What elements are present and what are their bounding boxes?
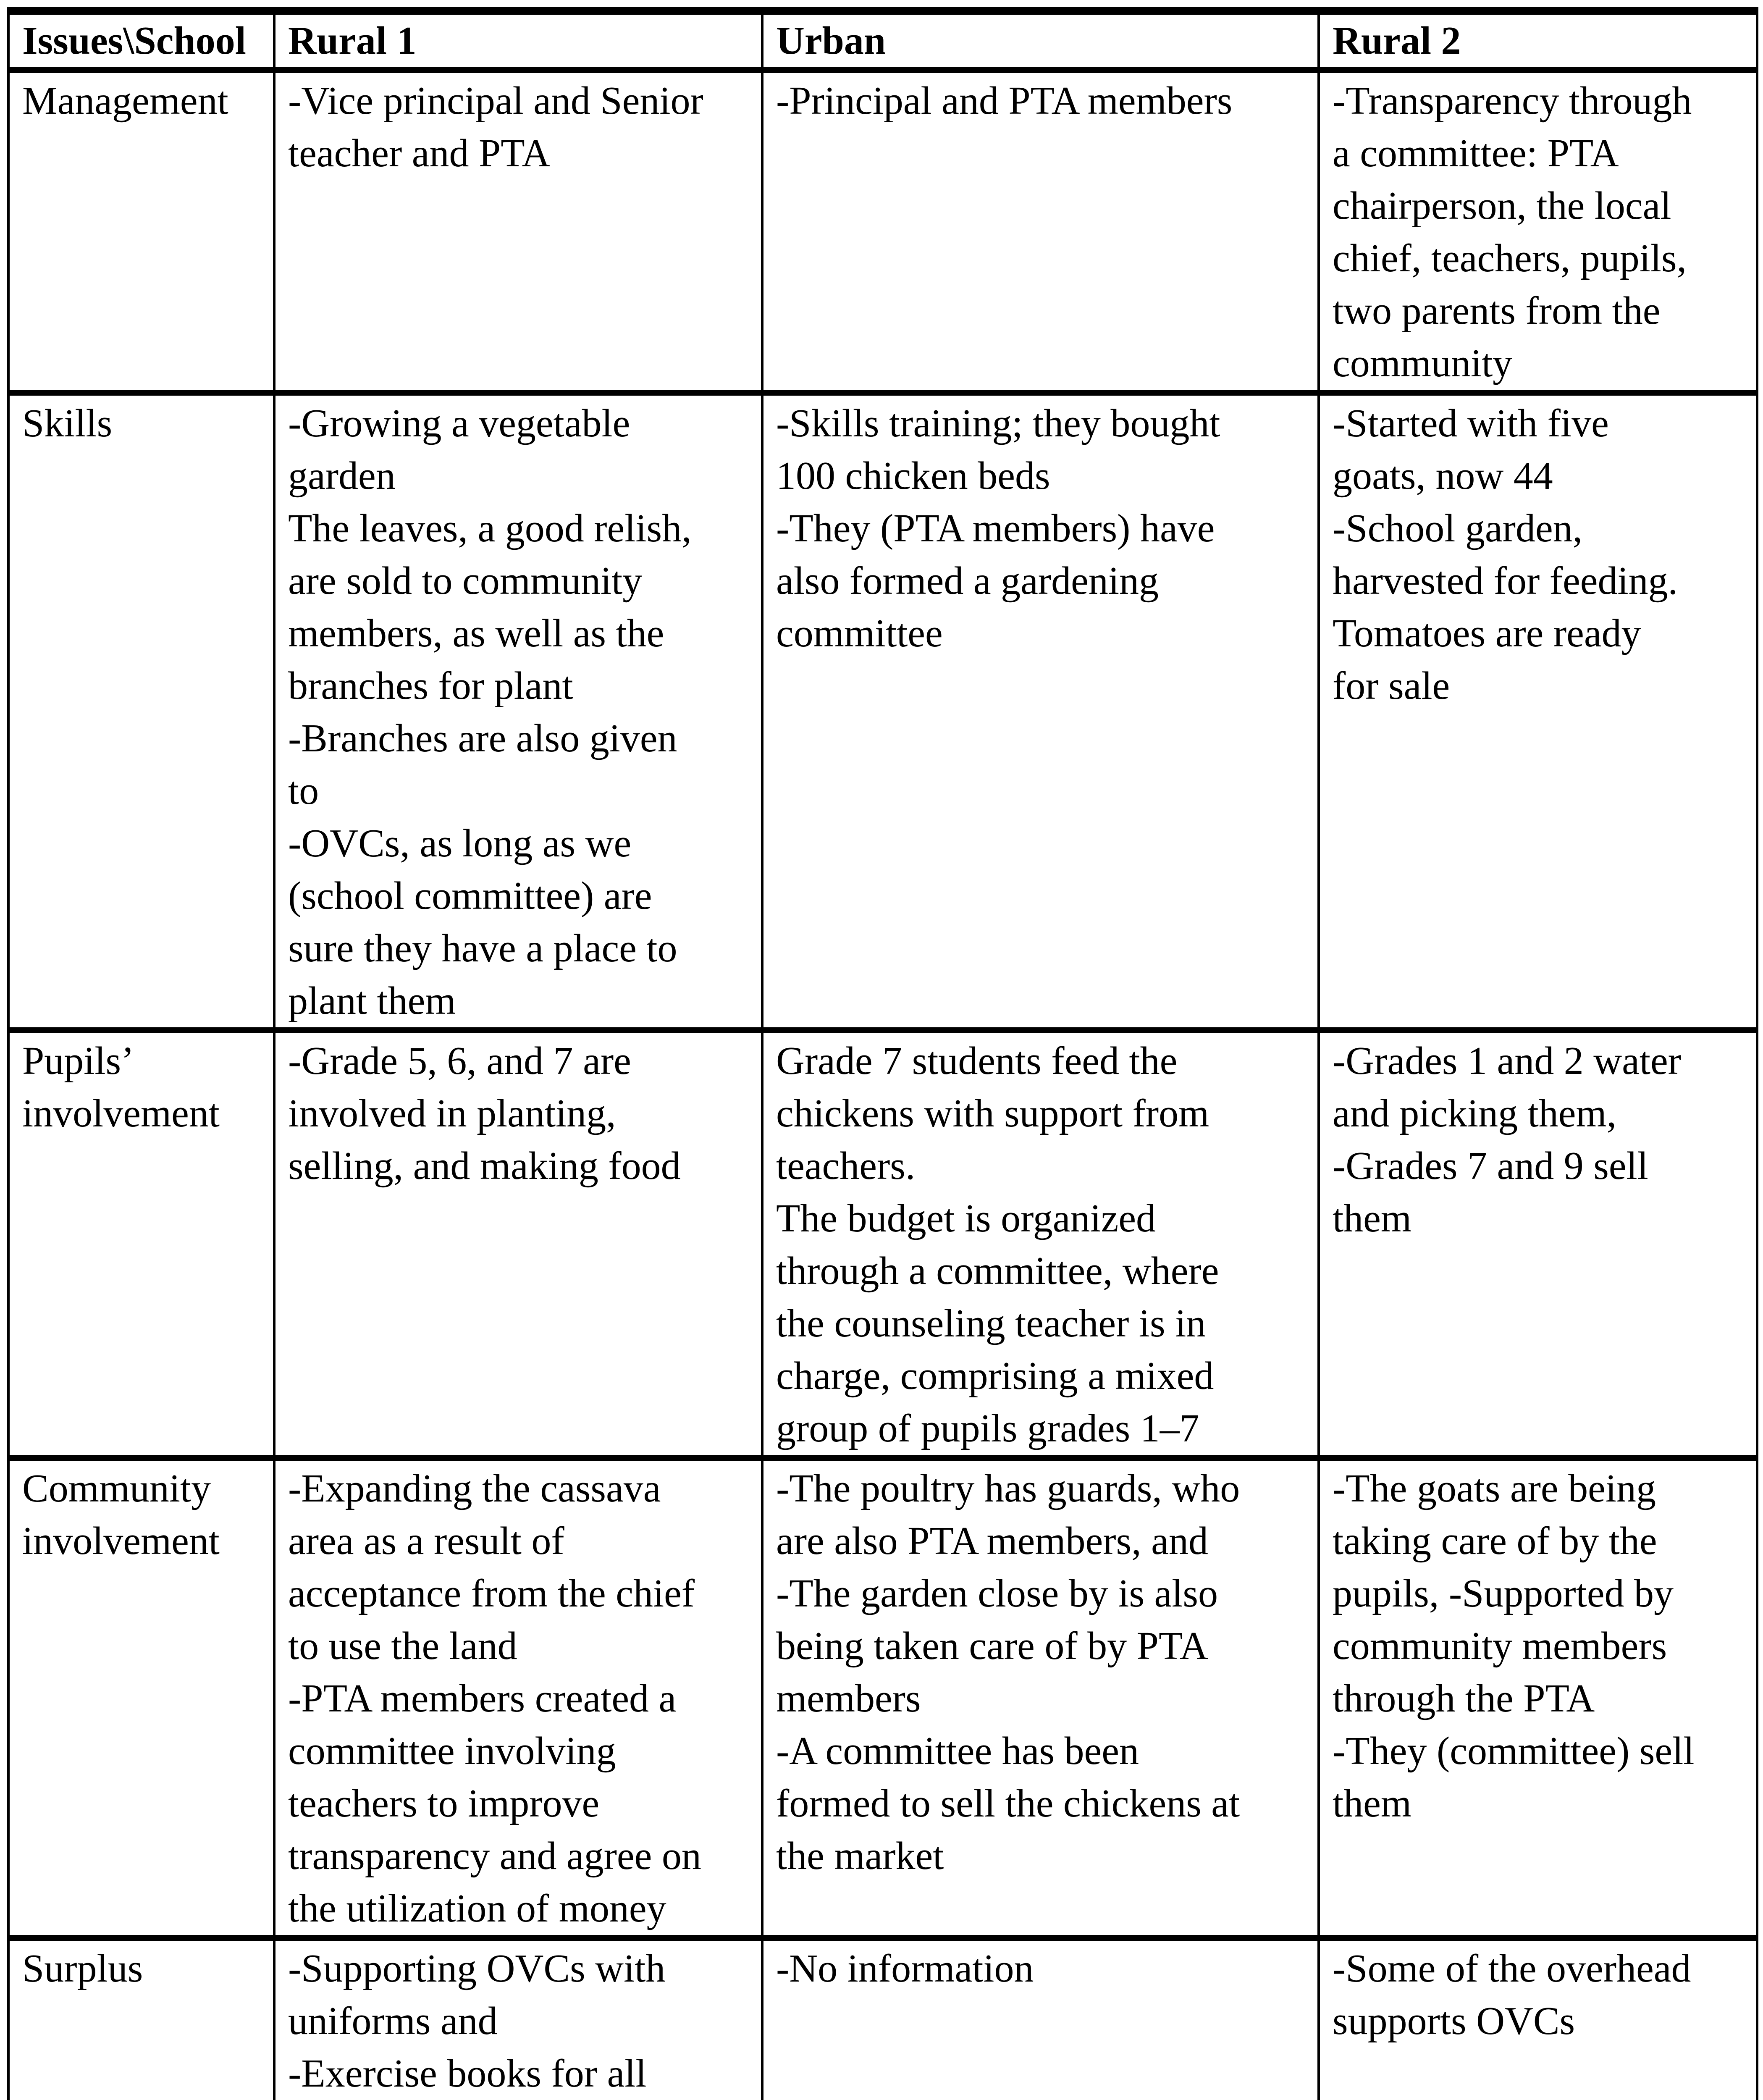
cell-text-line: Community: [22, 1467, 211, 1510]
rural-1-cell: [274, 1938, 762, 2100]
cell-text-line: -Vice principal and Senior: [288, 79, 703, 123]
cell-text-line: are also PTA members, and: [776, 1519, 1208, 1563]
cell-text-line: -OVCs, as long as we: [288, 822, 632, 865]
header-issues-school: Issues\School: [8, 11, 274, 70]
cell-text-line: Pupils’: [22, 1039, 134, 1083]
cell-text-line: also formed a gardening: [776, 559, 1159, 603]
cell-text-line: -Principal and PTA members: [776, 79, 1233, 123]
cell-text-line: and picking them,: [1333, 1092, 1617, 1135]
cell-text-line: transparency and agree on: [288, 1834, 701, 1878]
rural-2-cell: [1319, 1458, 1757, 1938]
cell-text-line: to use the land: [288, 1624, 517, 1668]
cell-text-line: two parents from the: [1333, 289, 1661, 333]
cell-text-line: formed to sell the chickens at: [776, 1782, 1240, 1825]
cell-text-line: community members: [1333, 1624, 1667, 1668]
cell-text-line: The leaves, a good relish,: [288, 507, 692, 550]
rural-2-cell: [1319, 70, 1757, 393]
cell-text-line: chickens with support from: [776, 1092, 1209, 1135]
cell-text-line: teachers to improve: [288, 1782, 600, 1825]
cell-text-line: acceptance from the chief: [288, 1572, 695, 1615]
cell-text-line: -Supporting OVCs with: [288, 1947, 666, 1990]
cell-text-line: -Exercise books for all: [288, 2052, 647, 2095]
cell-text-line: sure they have a place to: [288, 927, 677, 970]
schools-comparison-table: [7, 7, 1758, 2100]
cell-text-line: members, as well as the: [288, 612, 664, 655]
cell-text-line: the market: [776, 1834, 944, 1878]
cell-text-line: -The garden close by is also: [776, 1572, 1218, 1615]
header-row: [8, 11, 1757, 70]
cell-text-line: are sold to community: [288, 559, 643, 603]
header-rural-1: Rural 1: [274, 11, 762, 70]
cell-text-line: 100 chicken beds: [776, 454, 1050, 498]
cell-text-line: -Skills training; they bought: [776, 402, 1220, 445]
rural-2-cell: [1319, 393, 1757, 1030]
table-row-community-involvement: [8, 1458, 1757, 1938]
cell-text-line: involved in planting,: [288, 1092, 616, 1135]
cell-text-line: involvement: [22, 1092, 220, 1135]
cell-text-line: Grade 7 students feed the: [776, 1039, 1178, 1083]
rural-1-cell: [274, 70, 762, 393]
cell-text-line: pupils, -Supported by: [1333, 1572, 1674, 1615]
cell-text-line: Management: [22, 79, 228, 123]
rural-2-cell: [1319, 1938, 1757, 2100]
cell-text-line: teacher and PTA: [288, 131, 551, 175]
cell-text-line: -No information: [776, 1947, 1034, 1990]
issue-cell: [8, 1458, 274, 1938]
cell-text-line: -The goats are being: [1333, 1467, 1656, 1510]
cell-text-line: -They (committee) sell: [1333, 1729, 1695, 1773]
cell-text-line: uniforms and: [288, 1999, 498, 2043]
cell-text-line: -Some of the overhead: [1333, 1947, 1691, 1990]
cell-text-line: Skills: [22, 402, 113, 445]
table-row-skills: [8, 393, 1757, 1030]
urban-cell: [762, 1458, 1319, 1938]
urban-cell: [762, 1938, 1319, 2100]
cell-text-line: branches for plant: [288, 664, 573, 708]
cell-text-line: -Transparency through: [1333, 79, 1692, 123]
cell-text-line: plant them: [288, 979, 456, 1023]
cell-text-line: -Grades 7 and 9 sell: [1333, 1144, 1648, 1188]
cell-text-line: selling, and making food: [288, 1144, 681, 1188]
rural-1-cell: [274, 1030, 762, 1458]
cell-text-line: group of pupils grades 1–7: [776, 1407, 1199, 1450]
cell-text-line: the counseling teacher is in: [776, 1302, 1206, 1345]
cell-text-line: for sale: [1333, 664, 1450, 708]
header-rural-2: Rural 2: [1319, 11, 1757, 70]
cell-text-line: teachers.: [776, 1144, 916, 1188]
cell-text-line: chief, teachers, pupils,: [1333, 236, 1687, 280]
cell-text-line: -Branches are also given: [288, 717, 677, 760]
cell-text-line: harvested for feeding.: [1333, 559, 1678, 603]
issue-cell: [8, 393, 274, 1030]
cell-text-line: through a committee, where: [776, 1249, 1219, 1293]
table-row-pupils-involvement: [8, 1030, 1757, 1458]
urban-cell: [762, 70, 1319, 393]
rural-1-cell: [274, 393, 762, 1030]
urban-cell: [762, 1030, 1319, 1458]
cell-text-line: charge, comprising a mixed: [776, 1354, 1214, 1398]
cell-text-line: -Expanding the cassava: [288, 1467, 661, 1510]
cell-text-line: Tomatoes are ready: [1333, 612, 1641, 655]
cell-text-line: goats, now 44: [1333, 454, 1553, 498]
issue-cell: [8, 1938, 274, 2100]
cell-text-line: members: [776, 1677, 921, 1720]
cell-text-line: them: [1333, 1197, 1411, 1240]
cell-text-line: -A committee has been: [776, 1729, 1139, 1773]
cell-text-line: being taken care of by PTA: [776, 1624, 1208, 1668]
header-urban: Urban: [762, 11, 1319, 70]
cell-text-line: supports OVCs: [1333, 1999, 1575, 2043]
cell-text-line: area as a result of: [288, 1519, 564, 1563]
cell-text-line: them: [1333, 1782, 1411, 1825]
cell-text-line: Surplus: [22, 1947, 143, 1990]
table-row-management: [8, 70, 1757, 393]
issue-cell: [8, 70, 274, 393]
issue-cell: [8, 1030, 274, 1458]
urban-cell: [762, 393, 1319, 1030]
cell-text-line: taking care of by the: [1333, 1519, 1657, 1563]
cell-text-line: community: [1333, 341, 1513, 385]
rural-2-cell: [1319, 1030, 1757, 1458]
cell-text-line: -PTA members created a: [288, 1677, 677, 1720]
cell-text-line: (school committee) are: [288, 874, 652, 918]
cell-text-line: garden: [288, 454, 396, 498]
cell-text-line: through the PTA: [1333, 1677, 1595, 1720]
cell-text-line: the utilization of money: [288, 1887, 666, 1930]
cell-text-line: -Grades 1 and 2 water: [1333, 1039, 1681, 1083]
cell-text-line: -Grade 5, 6, and 7 are: [288, 1039, 631, 1083]
cell-text-line: committee: [776, 612, 943, 655]
cell-text-line: -Growing a vegetable: [288, 402, 630, 445]
cell-text-line: committee involving: [288, 1729, 616, 1773]
cell-text-line: -Started with five: [1333, 402, 1609, 445]
cell-text-line: to: [288, 769, 319, 813]
table-row-surplus: [8, 1938, 1757, 2100]
cell-text-line: -The poultry has guards, who: [776, 1467, 1240, 1510]
cell-text-line: a committee: PTA: [1333, 131, 1619, 175]
cell-text-line: chairperson, the local: [1333, 184, 1671, 228]
cell-text-line: involvement: [22, 1519, 220, 1563]
cell-text-line: The budget is organized: [776, 1197, 1156, 1240]
cell-text-line: -They (PTA members) have: [776, 507, 1215, 550]
rural-1-cell: [274, 1458, 762, 1938]
cell-text-line: -School garden,: [1333, 507, 1583, 550]
